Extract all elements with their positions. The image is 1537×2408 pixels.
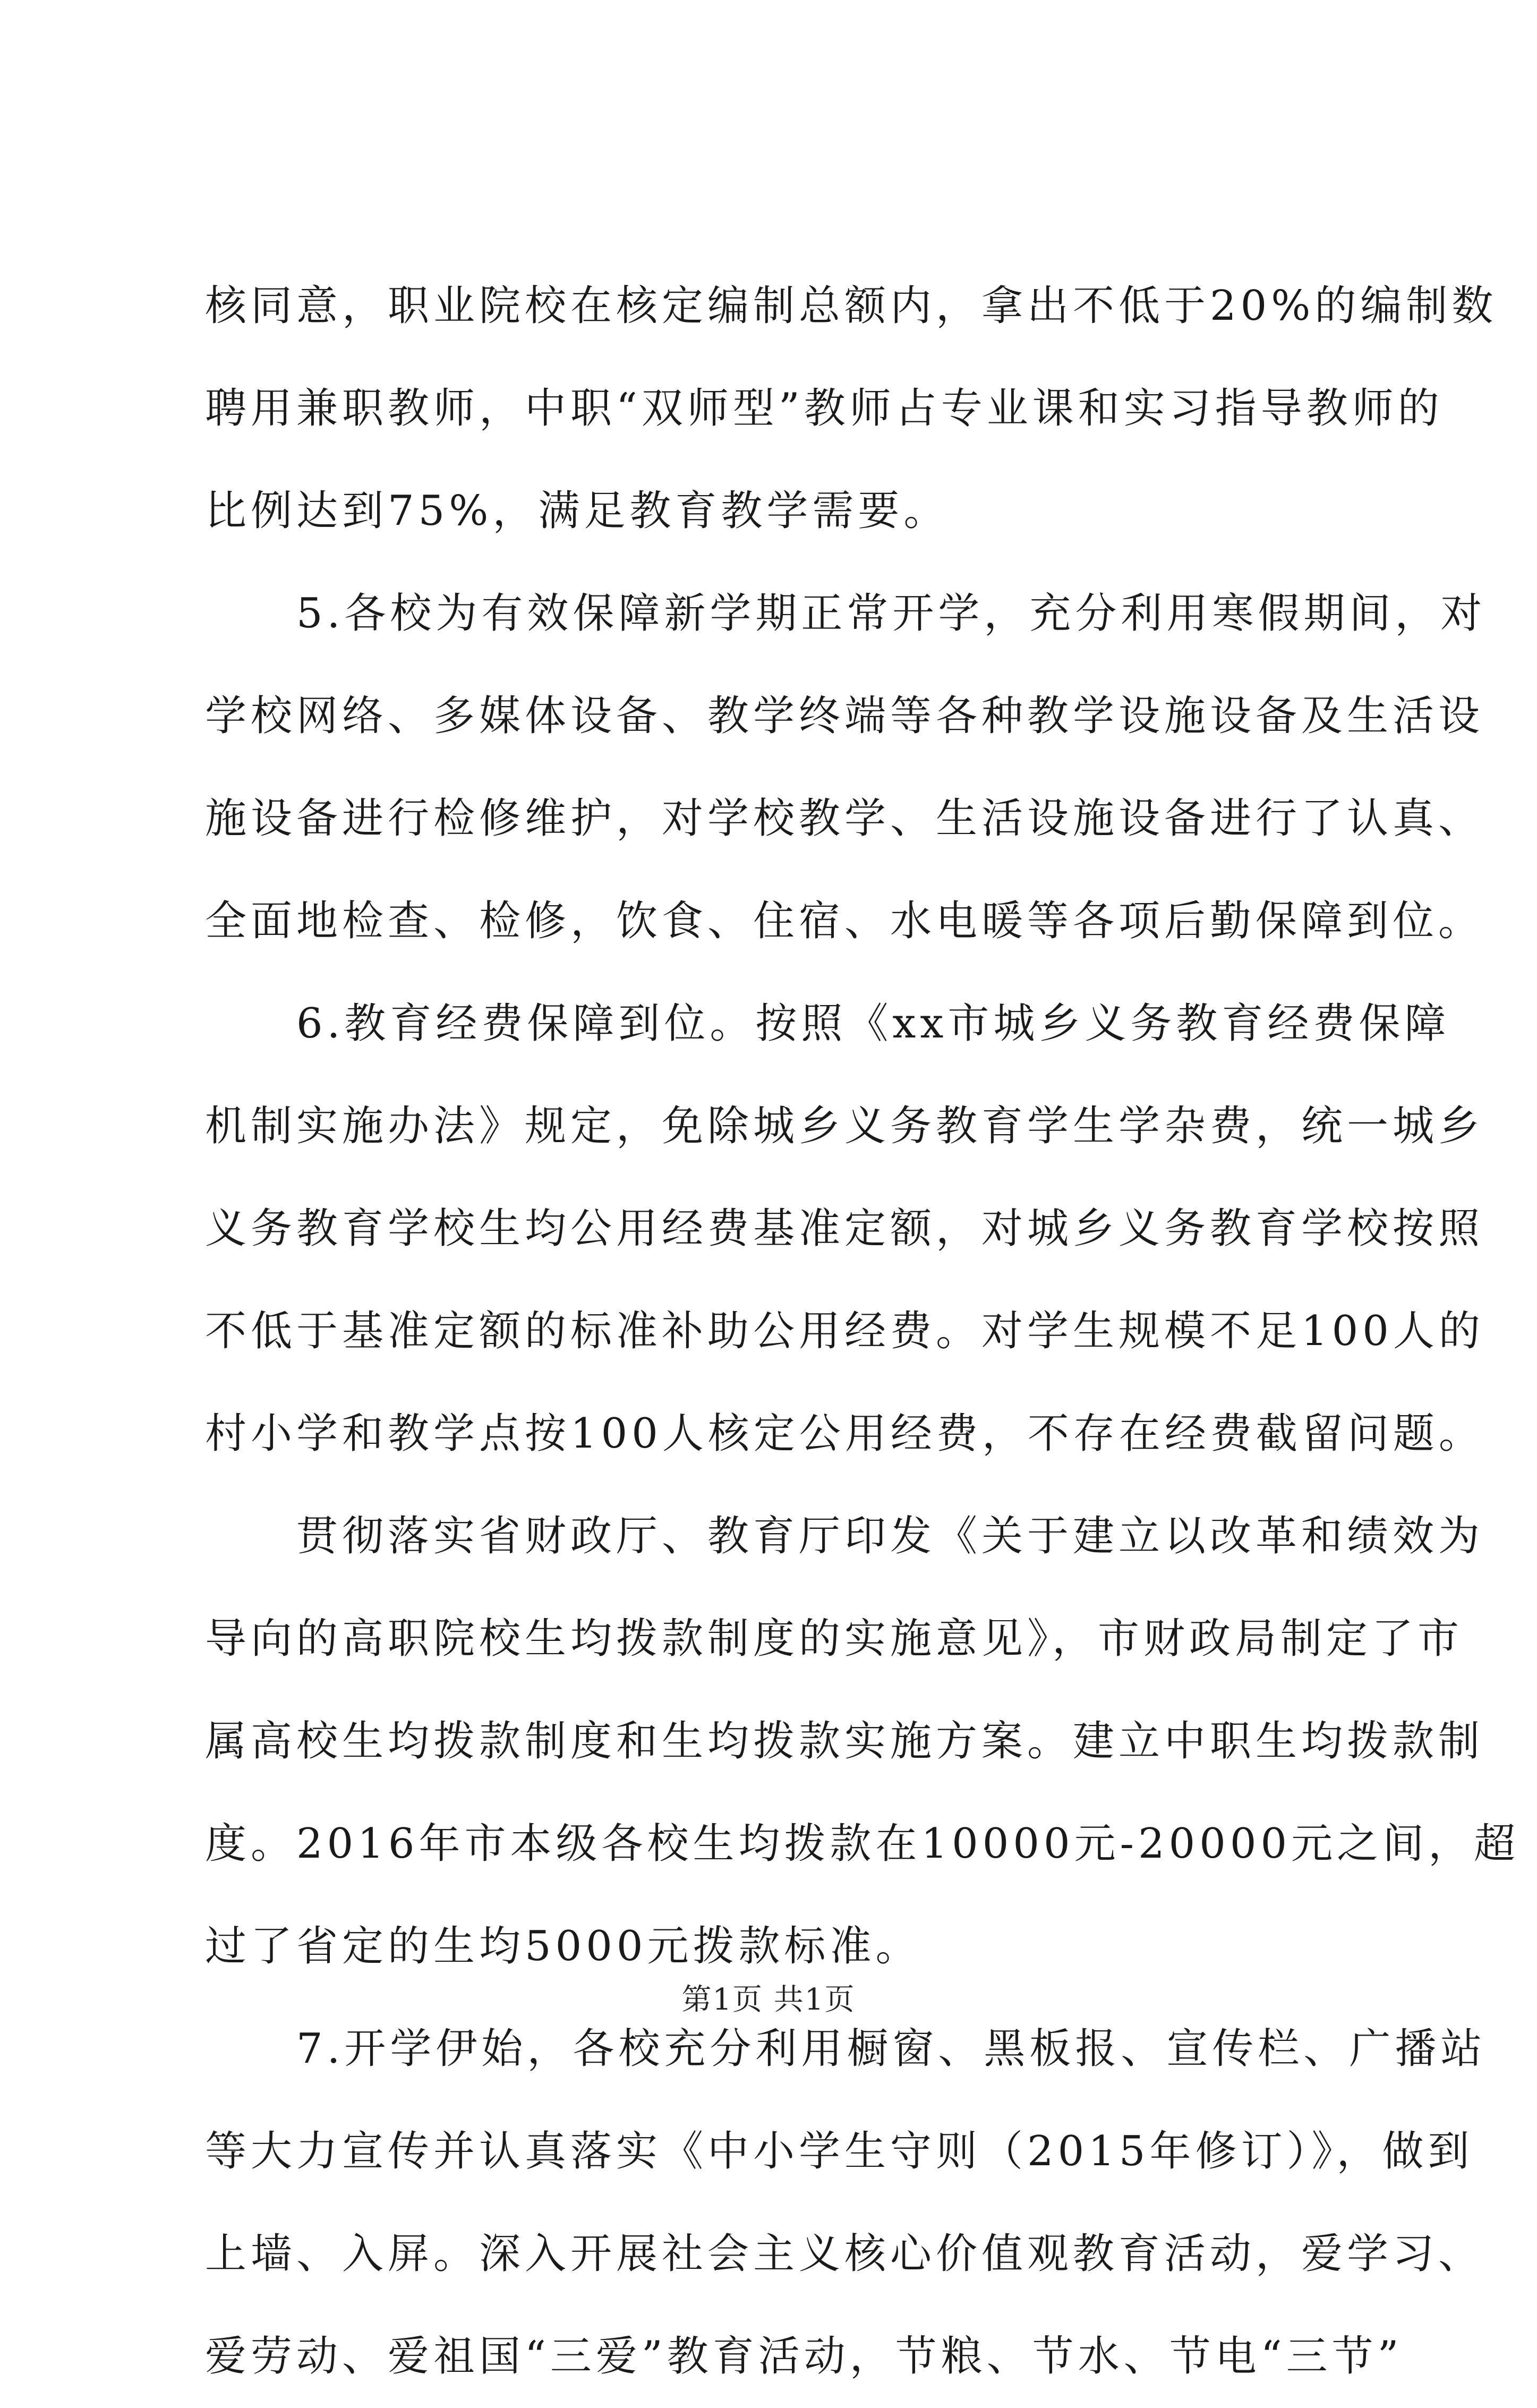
text-line: 村小学和教学点按100人核定公用经费，不存在经费截留问题。	[205, 1410, 1484, 1458]
text-line: 爱劳动、爱祖国“三爱”教育活动，节粮、节水、节电“三节”	[205, 2333, 1403, 2380]
text-line: 聘用兼职教师，中职“双师型”教师占专业课和实习指导教师的	[205, 385, 1444, 432]
text-line: 等大力宣传并认真落实《中小学生守则（2015年修订）》，做到	[205, 2128, 1474, 2175]
text-line: 不低于基准定额的标准补助公用经费。对学生规模不足100人的	[205, 1307, 1484, 1355]
text-line: 比例达到75%，满足教育教学需要。	[205, 487, 950, 535]
text-line: 全面地检查、检修，饮食、住宿、水电暖等各项后勤保障到位。	[205, 897, 1484, 945]
text-line: 导向的高职院校生均拨款制度的实施意见》，市财政局制定了市	[205, 1615, 1464, 1663]
page-footer: 第1页 共1页	[681, 1982, 856, 2017]
text-line: 义务教育学校生均公用经费基准定额，对城乡义务教育学校按照	[205, 1205, 1484, 1253]
text-line: 上墙、入屏。深入开展社会主义核心价值观教育活动，爱学习、	[205, 2230, 1484, 2278]
text-line: 机制实施办法》规定，免除城乡义务教育学生学杂费，统一城乡	[205, 1102, 1484, 1150]
text-line: 7.开学伊始，各校充分利用橱窗、黑板报、宣传栏、广播站	[296, 2025, 1487, 2073]
text-line: 学校网络、多媒体设备、教学终端等各种教学设施设备及生活设	[205, 692, 1484, 740]
text-line: 5.各校为有效保障新学期正常开学，充分利用寒假期间，对	[296, 590, 1487, 637]
text-line: 核同意，职业院校在核定编制总额内，拿出不低于20%的编制数	[205, 282, 1498, 330]
document-body	[205, 255, 1520, 2408]
text-line: 施设备进行检修维护，对学校教学、生活设施设备进行了认真、	[205, 795, 1484, 843]
text-line: 属高校生均拨款制度和生均拨款实施方案。建立中职生均拨款制	[205, 1717, 1484, 1765]
text-line: 过了省定的生均5000元拨款标准。	[205, 1922, 921, 1970]
text-line: 度。2016年市本级各校生均拨款在10000元-20000元之间，超	[205, 1820, 1520, 1868]
text-line: 6.教育经费保障到位。按照《xx市城乡义务教育经费保障	[296, 1000, 1450, 1048]
text-line: 贯彻落实省财政厅、教育厅印发《关于建立以改革和绩效为	[296, 1512, 1484, 1560]
